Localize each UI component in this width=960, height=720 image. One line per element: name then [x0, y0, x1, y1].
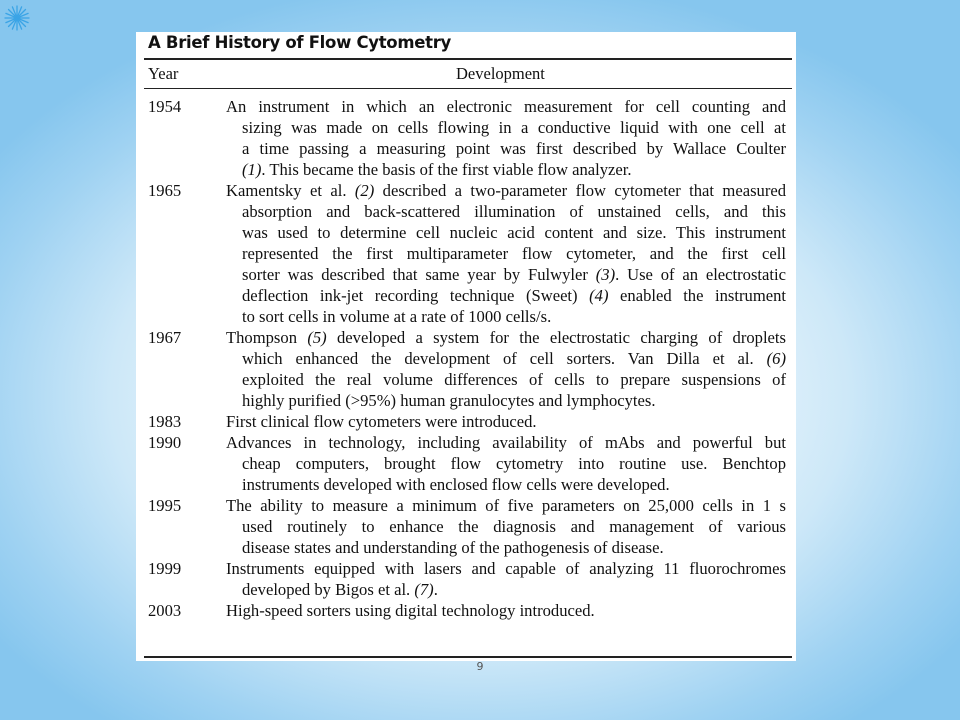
year-cell: 1954: [148, 97, 182, 116]
page-number: 9: [476, 660, 484, 673]
development-line: represented the first multiparameter flow cytometer, and the first cell: [242, 244, 786, 263]
table-row: [136, 327, 796, 411]
year-cell: 1995: [148, 496, 182, 515]
development-line: Thompson (5) developed a system for the electrostatic charging of droplets: [226, 328, 786, 347]
column-header-year: Year: [148, 64, 179, 83]
development-line: highly purified (>95%) human granulocytes and lymphocytes.: [242, 391, 656, 410]
year-cell: 2003: [148, 601, 182, 620]
development-cell: [226, 327, 786, 411]
development-line: cheap computers, brought flow cytometry into routine use. Benchtop: [242, 454, 786, 473]
development-line: (1). This became the basis of the first viable flow analyzer.: [242, 160, 632, 179]
development-line: The ability to measure a minimum of five parameters on 25,000 cells in 1 s: [226, 496, 786, 515]
development-line: First clinical flow cytometers were introduced.: [226, 412, 537, 431]
development-line: disease states and understanding of the pathogenesis of disease.: [242, 538, 664, 557]
table-header-rule: [144, 88, 792, 89]
development-line: developed by Bigos et al. (7).: [242, 580, 438, 599]
table-row: [136, 432, 796, 495]
development-cell: [226, 96, 786, 180]
development-cell: [226, 558, 786, 600]
development-line: Instruments equipped with lasers and capable of analyzing 11 fluorochromes: [226, 559, 786, 578]
development-line: sorter was described that same year by Fulwyler (3). Use of an electrostatic: [242, 265, 786, 284]
development-line: sizing was made on cells flowing in a conductive liquid with one cell at: [242, 118, 786, 137]
development-line: instruments developed with enclosed flow cells were developed.: [242, 475, 670, 494]
star-burst-icon: [3, 4, 31, 32]
column-header-development: Development: [456, 64, 545, 83]
year-cell: 1965: [148, 181, 182, 200]
table-row: [136, 558, 796, 600]
development-line: High-speed sorters using digital technology introduced.: [226, 601, 595, 620]
development-line: exploited the real volume differences of cells to prepare suspensions of: [242, 370, 786, 389]
table-header: [136, 61, 796, 87]
development-line: An instrument in which an electronic measurement for cell counting and: [226, 97, 786, 116]
table-row: [136, 96, 796, 180]
year-cell: 1983: [148, 412, 182, 431]
table-bottom-rule: [144, 656, 792, 658]
table-body: [136, 96, 796, 621]
table-row: [136, 411, 796, 432]
development-line: deflection ink-jet recording technique (Sweet) (4) enabled the instrument: [242, 286, 786, 305]
table-top-rule: [144, 58, 792, 60]
development-cell: [226, 180, 786, 327]
table-row: [136, 180, 796, 327]
development-cell: [226, 600, 786, 621]
development-line: was used to determine cell nucleic acid content and size. This instrument: [242, 223, 786, 242]
table-row: [136, 495, 796, 558]
development-line: which enhanced the development of cell sorters. Van Dilla et al. (6): [242, 349, 786, 368]
year-cell: 1999: [148, 559, 182, 578]
development-cell: [226, 432, 786, 495]
development-line: absorption and back-scattered illumination of unstained cells, and this: [242, 202, 786, 221]
development-cell: [226, 411, 786, 432]
history-table-image: [136, 32, 796, 661]
development-line: Advances in technology, including availability of mAbs and powerful but: [226, 433, 786, 452]
development-cell: [226, 495, 786, 558]
year-cell: 1967: [148, 328, 182, 347]
development-line: to sort cells in volume at a rate of 1000 cells/s.: [242, 307, 552, 326]
table-row: [136, 600, 796, 621]
development-line: used routinely to enhance the diagnosis and management of various: [242, 517, 786, 536]
year-cell: 1990: [148, 433, 182, 452]
development-line: Kamentsky et al. (2) described a two-parameter flow cytometer that measured: [226, 181, 787, 200]
development-line: a time passing a measuring point was first described by Wallace Coulter: [242, 139, 786, 158]
table-title: A Brief History of Flow Cytometry: [148, 33, 452, 52]
